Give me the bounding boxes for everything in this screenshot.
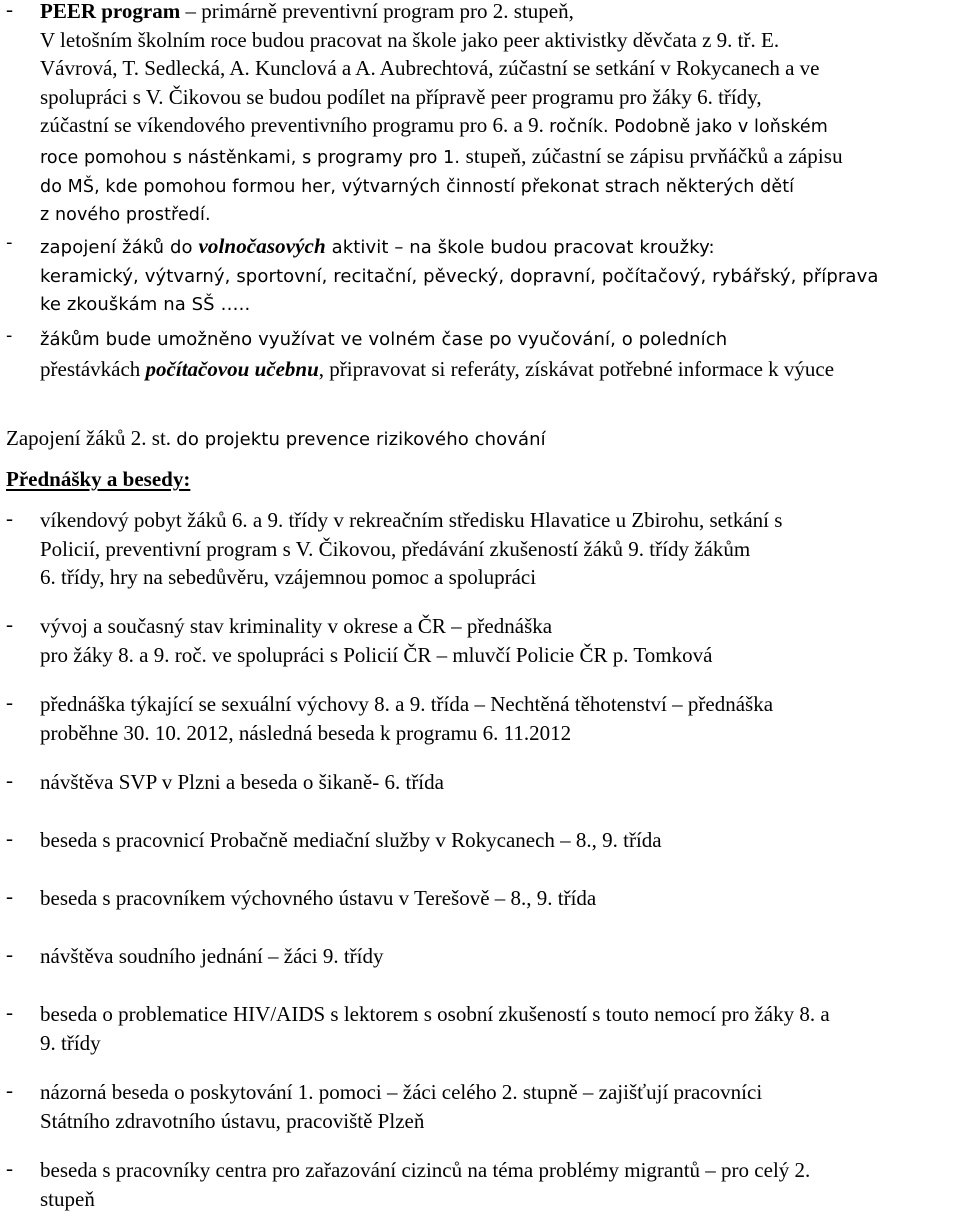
ucebna-line-2: přestávkách počítačovou učebnu, připravovat si referáty, získávat potřebné informace k výuce	[40, 356, 835, 381]
list-dash: -	[6, 942, 13, 966]
peer-line-1: PEER program – primárně preventivní program pro 2. stupeň,	[40, 0, 574, 23]
list-item	[6, 826, 956, 855]
volnocasovych-emphasis: volnočasových	[198, 234, 326, 258]
list-item-line: beseda s pracovnicí Probačně mediační služby v Rokycanech – 8., 9. třída	[40, 828, 662, 852]
krouzky-line-2: keramický, výtvarný, sportovní, recitační, pěvecký, dopravní, počítačový, rybářský, příprava	[40, 265, 879, 287]
list-dash: -	[6, 612, 13, 636]
peer-line-3: Vávrová, T. Sedlecká, A. Kunclová a A. Aubrechtová, zúčastní se setkání v Rokycanech a ve	[40, 56, 820, 81]
list-item	[6, 1078, 956, 1135]
list-item	[6, 884, 956, 913]
list-dash: -	[6, 826, 13, 850]
krouzky-item	[6, 232, 956, 320]
list-item	[6, 942, 956, 971]
list-item	[6, 1156, 956, 1213]
peer-line-2: V letošním školním roce budou pracovat na škole jako peer aktivistky děvčata z 9. tř. E.	[40, 27, 780, 52]
peer-line-8: z nového prostředí.	[40, 205, 211, 226]
prednasky-heading: Přednášky a besedy:	[6, 467, 191, 491]
list-item-line: pro žáky 8. a 9. roč. ve spolupráci s Policií ČR – mluvčí Policie ČR p. Tomková	[40, 642, 713, 667]
list-item	[6, 768, 956, 797]
peer-program-item	[6, 0, 956, 230]
ucebna-item	[6, 326, 956, 383]
ucebna-line-1: žákům bude umožněno využívat ve volném čase po vyučování, o poledních	[40, 329, 728, 350]
list-dash: -	[6, 232, 13, 253]
list-item-line: Policií, preventivní program s V. Čikovou, předávání zkušeností žáků 9. třídy žákům	[40, 536, 751, 561]
list-dash: -	[6, 1078, 13, 1102]
list-item	[6, 612, 956, 669]
list-item-line: proběhne 30. 10. 2012, následná beseda k programu 6. 11.2012	[40, 720, 572, 745]
list-item-line: názorná beseda o poskytování 1. pomoci – žáci celého 2. stupně – zajišťují pracovníci	[40, 1080, 763, 1104]
zapojeni-line: Zapojení žáků 2. st. do projektu prevence rizikového chování	[6, 426, 546, 450]
list-dash: -	[6, 768, 13, 792]
list-item-line: beseda s pracovníkem výchovného ústavu v Terešově – 8., 9. třída	[40, 886, 597, 910]
list-item-line: vývoj a současný stav kriminality v okrese a ČR – přednáška	[40, 614, 553, 638]
list-dash: -	[6, 0, 13, 21]
peer-program-title: PEER program	[40, 0, 181, 23]
list-dash: -	[6, 1000, 13, 1024]
list-dash: -	[6, 884, 13, 908]
list-item	[6, 506, 956, 592]
list-item	[6, 1000, 956, 1057]
list-item-line: návštěva SVP v Plzni a beseda o šikaně- 6. třída	[40, 770, 444, 794]
list-dash: -	[6, 326, 13, 346]
list-item-line: 9. třídy	[40, 1030, 101, 1055]
list-item-line: víkendový pobyt žáků 6. a 9. třídy v rekreačním středisku Hlavatice u Zbirohu, setkání s	[40, 508, 783, 532]
list-item-line: beseda o problematice HIV/AIDS s lektorem s osobní zkušeností s touto nemocí pro žáky 8. a	[40, 1002, 830, 1026]
list-item-line: přednáška týkající se sexuální výchovy 8. a 9. třída – Nechtěná těhotenství – přednáška	[40, 692, 774, 716]
peer-line-4: spolupráci s V. Čikovou se budou podílet na přípravě peer programu pro žáky 6. třídy,	[40, 84, 762, 109]
list-dash: -	[6, 506, 13, 530]
pocitacova-ucebna-emphasis: počítačovou učebnu	[145, 356, 319, 381]
list-item-line: beseda s pracovníky centra pro zařazování cizinců na téma problémy migrantů – pro celý 2.	[40, 1158, 811, 1182]
list-item-line: návštěva soudního jednání – žáci 9. třídy	[40, 944, 384, 968]
peer-line-5: zúčastní se víkendového preventivního programu pro 6. a 9. ročník. Podobně jako v loňském	[40, 113, 828, 138]
krouzky-line-1: zapojení žáků do volnočasových aktivit – na škole budou pracovat kroužky:	[40, 234, 715, 258]
peer-line-7: do MŠ, kde pomohou formou her, výtvarných činností překonat strach některých dětí	[40, 176, 795, 197]
list-item-line: stupeň	[40, 1186, 95, 1211]
krouzky-line-3: ke zkouškám na SŠ …..	[40, 294, 251, 316]
list-dash: -	[6, 1156, 13, 1180]
list-item	[6, 690, 956, 747]
list-dash: -	[6, 690, 13, 714]
list-item-line: Státního zdravotního ústavu, pracoviště Plzeň	[40, 1108, 425, 1133]
peer-line-6: roce pomohou s nástěnkami, s programy pro 1. stupeň, zúčastní se zápisu prvňáčků a zápisu	[40, 143, 843, 168]
list-item-line: 6. třídy, hry na sebedůvěru, vzájemnou pomoc a spolupráci	[40, 565, 537, 590]
